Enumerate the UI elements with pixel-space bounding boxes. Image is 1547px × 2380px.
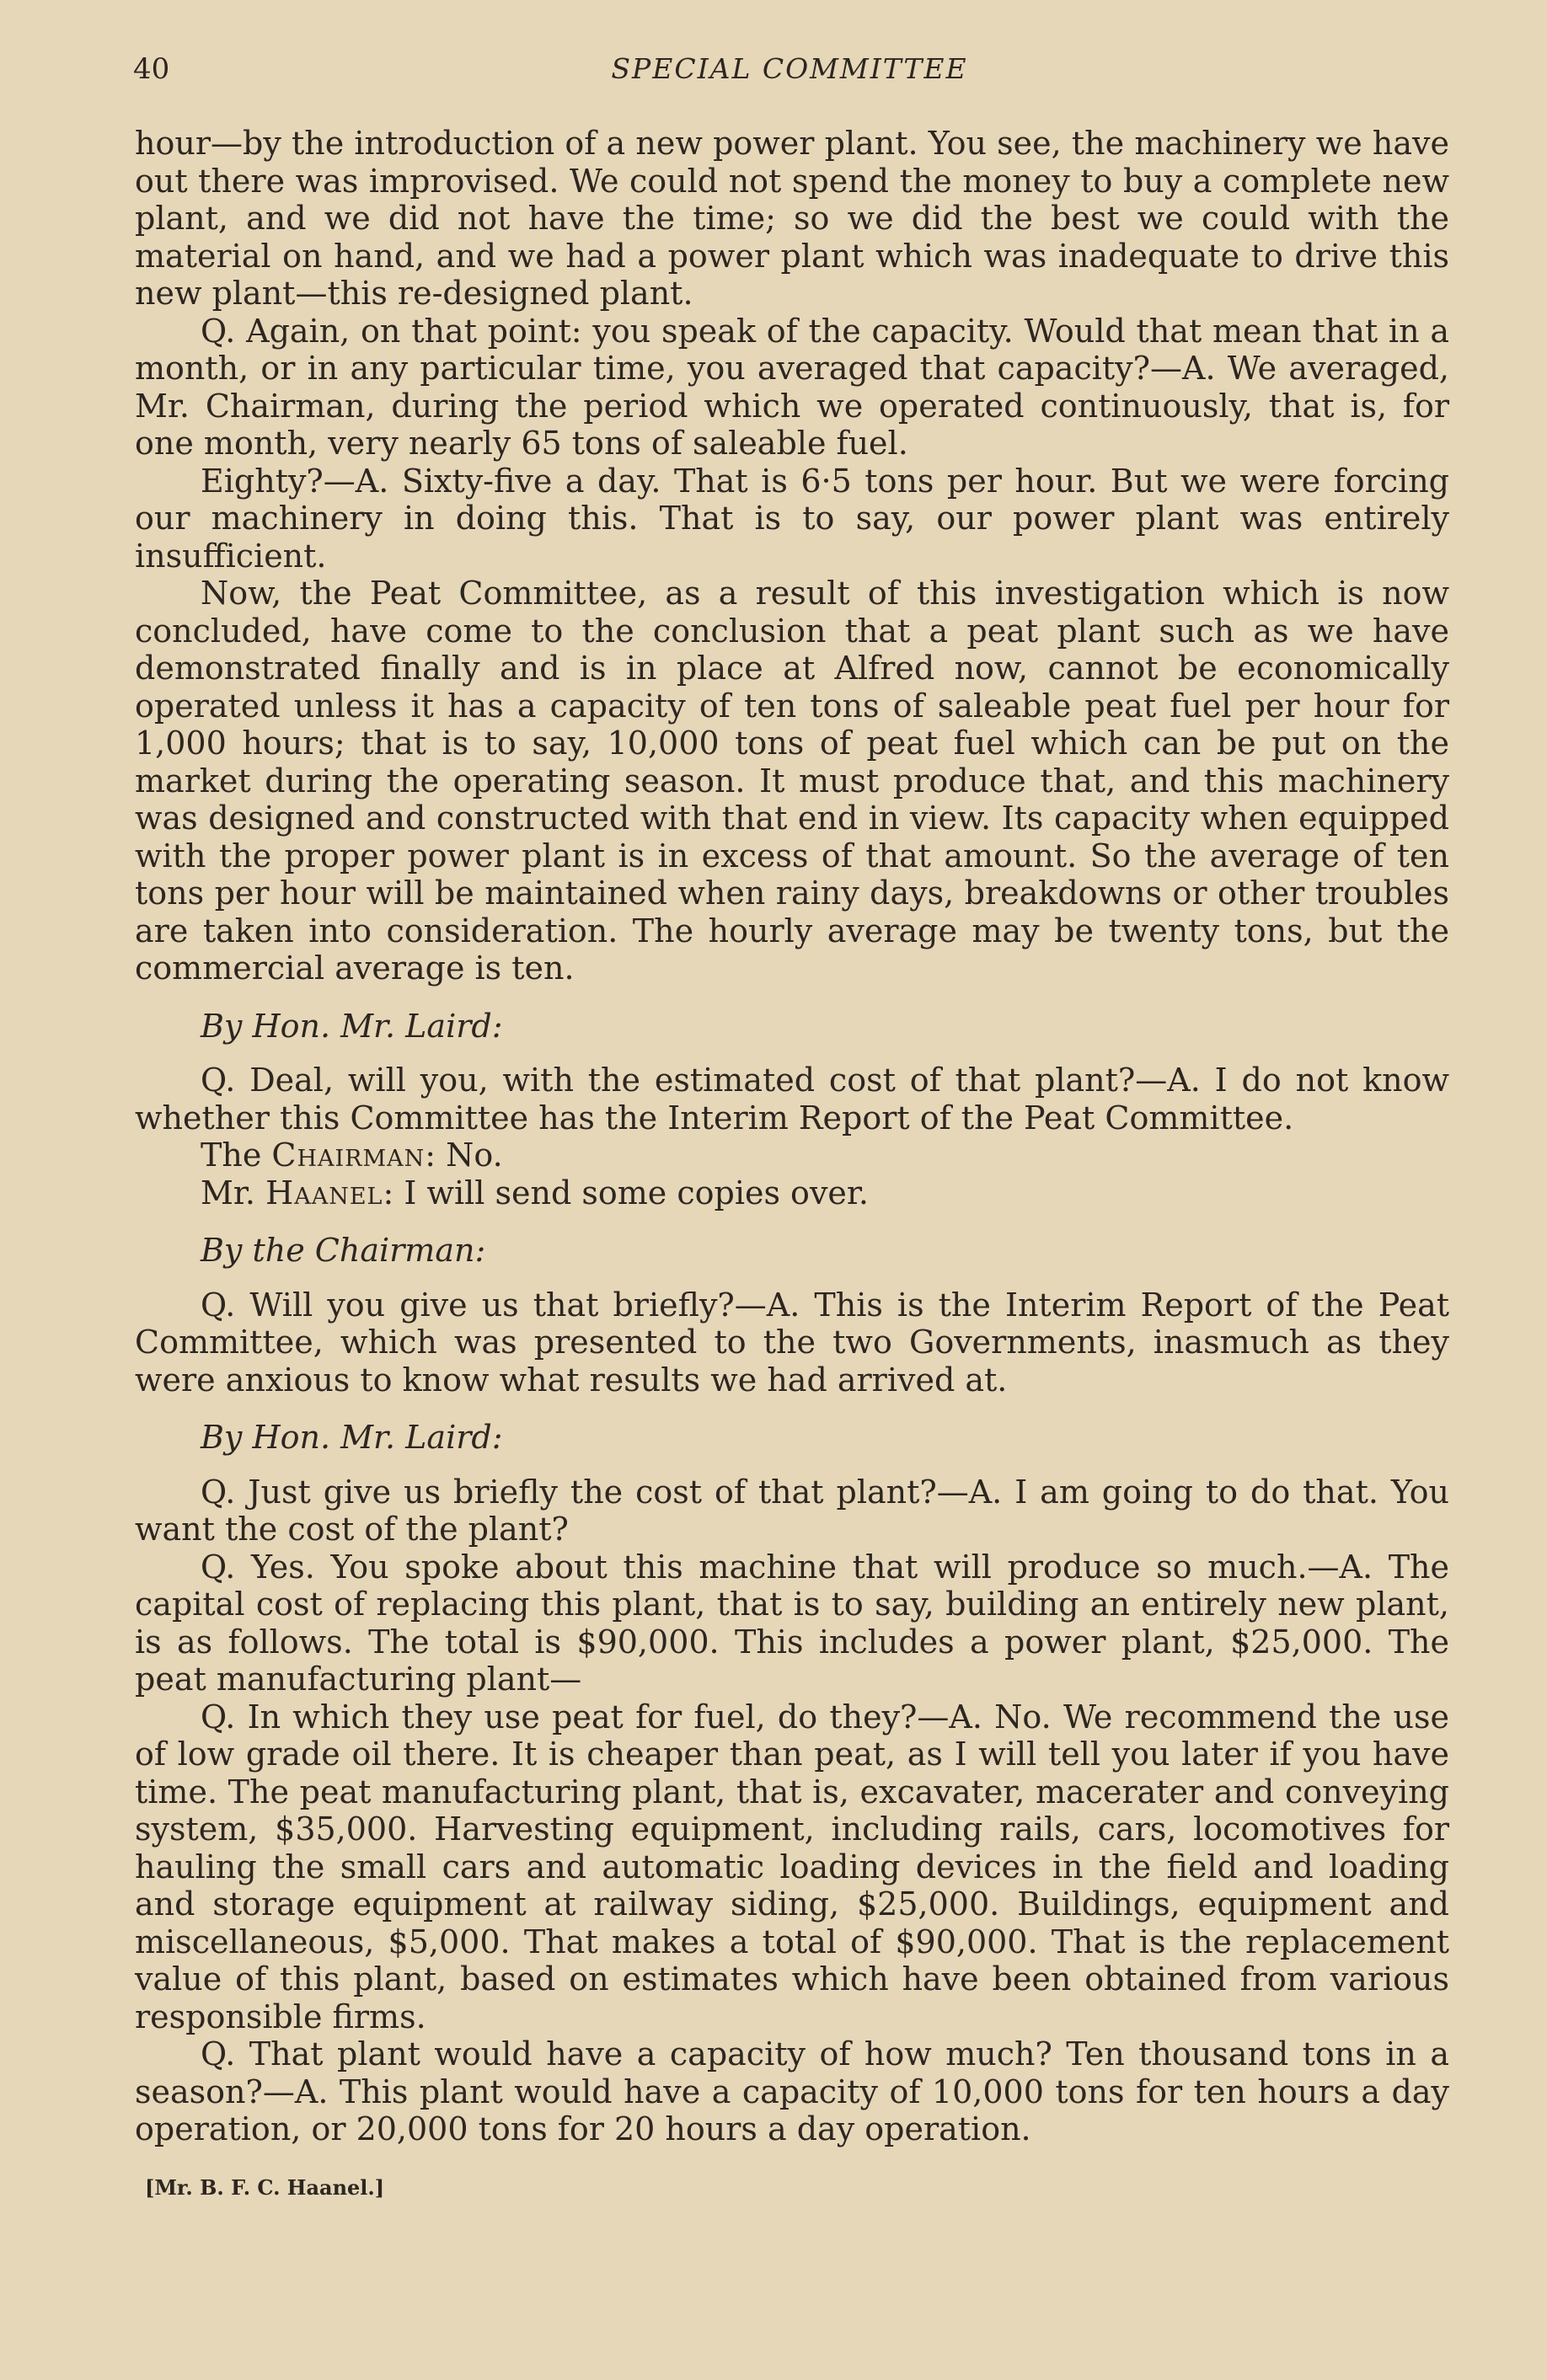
- paragraph: Now, the Peat Committee, as a result of this investigation which is now concluded, have come to the conclusion that a peat plant such as we have demonstrated finally and is in place at Alfred now, cannot be economically operated unless it has a capacity of ten tons of saleable peat fuel per hour for 1,000 hours; that is to say, 10,000 tons of peat fuel which can be put on the market during the operating season. It must produce that, and this machinery was designed and constructed with that end in view. Its capacity when equipped with the proper power plant is in excess of that amount. So the average of ten tons per hour will be maintained when rainy days, breakdowns or other troubles are taken into consideration. The hourly average may be twenty tons, but the commercial average is ten.: [135, 575, 1449, 987]
- speaker-heading: By the Chairman:: [201, 1232, 486, 1269]
- running-head: SPECIAL COMMITTEE: [611, 52, 968, 85]
- chairman-name: Chairman: [271, 1137, 426, 1174]
- page-number: 40: [133, 52, 170, 86]
- chairman-line: [135, 1137, 1449, 1174]
- speaker-heading: By Hon. Mr. Laird:: [201, 1419, 503, 1456]
- page-header: [133, 52, 1446, 91]
- paragraph: hour—by the introduction of a new power plant. You see, the machinery we have out there was improvised. We could not spend the money to buy a complete new plant, and we did not have the time; so we did the best we could with the material on hand, and we had a power plant which was inadequate to drive this new plant—this re-designed plant.: [135, 125, 1449, 312]
- footer-attribution: [Mr. B. F. C. Haanel.]: [145, 2175, 385, 2200]
- paragraph: Q. Just give us briefly the cost of that plant?—A. I am going to do that. You want the cost of the plant?: [135, 1473, 1449, 1548]
- paragraph: Q. Again, on that point: you speak of the capacity. Would that mean that in a month, or in any particular time, you averaged that capacity?—A. We averaged, Mr. Chairman, during the period which we operated continuously, that is, for one month, very nearly 65 tons of saleable fuel.: [135, 312, 1449, 462]
- haanel-line: [135, 1174, 1449, 1212]
- haanel-name: Haanel: [265, 1174, 383, 1211]
- paragraph: Eighty?—A. Sixty-five a day. That is 6·5 tons per hour. But we were forcing our machinery in doing this. That is to say, our power plant was entirely insufficient.: [135, 462, 1449, 575]
- paragraph: Q. In which they use peat for fuel, do they?—A. No. We recommend the use of low grade oil there. It is cheaper than peat, as I will tell you later if you have time. The peat manufacturing plant, that is, excavater, macerater and conveying system, $35,000. Harvesting equipment, including rails, cars, locomotives for hauling the small cars and automatic loading devices in the field and loading and storage equipment at railway siding, $25,000. Buildings, equipment and miscellaneous, $5,000. That makes a total of $90,000. That is the replacement value of this plant, based on estimates which have been obtained from various responsible firms.: [135, 1698, 1449, 2035]
- chairman-prefix: The: [201, 1137, 272, 1174]
- paragraph: Q. Yes. You spoke about this machine that will produce so much.—A. The capital cost of replacing this plant, that is to say, building an entirely new plant, is as follows. The total is $90,000. This includes a power plant, $25,000. The peat manufacturing plant—: [135, 1548, 1449, 1698]
- speaker-heading: By Hon. Mr. Laird:: [201, 1007, 503, 1045]
- haanel-text: : I will send some copies over.: [383, 1174, 869, 1211]
- paragraph: Q. Deal, will you, with the estimated cost of that plant?—A. I do not know whether this Committee has the Interim Report of the Peat Committee.: [135, 1062, 1449, 1137]
- page-body: [135, 125, 1449, 2148]
- paragraph: Q. Will you give us that briefly?—A. This is the Interim Report of the Peat Committee, which was presented to the two Governments, inasmuch as they were anxious to know what results we had arrived at.: [135, 1286, 1449, 1399]
- haanel-prefix: Mr.: [201, 1174, 266, 1211]
- paragraph: Q. That plant would have a capacity of how much? Ten thousand tons in a season?—A. This plant would have a capacity of 10,000 tons for ten hours a day operation, or 20,000 tons for 20 hours a day operation.: [135, 2035, 1449, 2147]
- chairman-text: : No.: [425, 1137, 503, 1174]
